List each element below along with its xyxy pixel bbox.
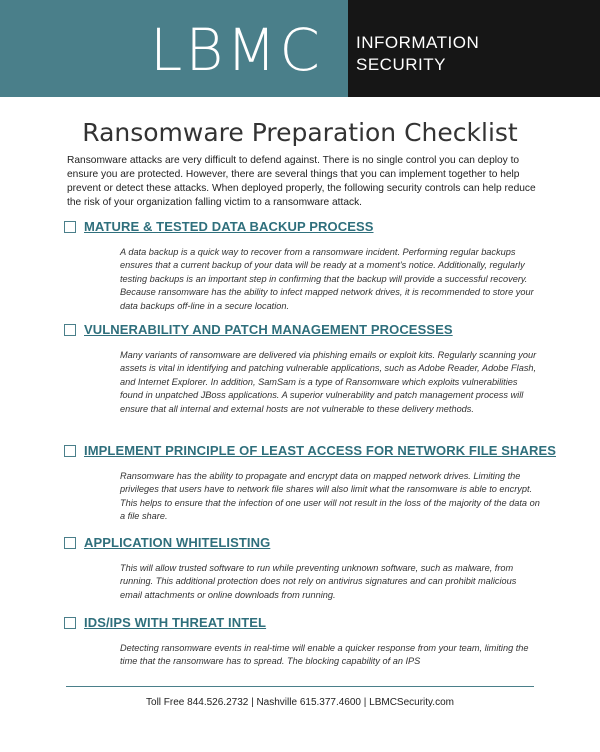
section-heading: VULNERABILITY AND PATCH MANAGEMENT PROCESSES [84,322,453,337]
section-body: Detecting ransomware events in real-time will enable a quicker response from your team, limiting the time that the ransomware has to spread. The blocking capability of an IPS [120,643,529,667]
checkbox-vulnerability-patch[interactable] [64,324,76,336]
lbmc-logo: LBMC [150,16,323,84]
section-heading: MATURE & TESTED DATA BACKUP PROCESS [84,219,374,234]
footer-divider [66,686,534,687]
section-body: Ransomware has the ability to propagate and encrypt data on mapped network drives. Limiting the privileges that users have to network file shares will also limit what the ransomware is able to encrypt. This helps to ensure that the infection of one user will not result in the loss of the majority of the data on a file share. [120,471,540,522]
section-heading: APPLICATION WHITELISTING [84,535,271,550]
information-security-tagline [356,32,479,76]
page-title: Ransomware Preparation Checklist [82,118,518,147]
checkbox-app-whitelisting[interactable] [64,537,76,549]
section-body: A data backup is a quick way to recover from a ransomware incident. Performing regular backups ensures that a current backup of your data will be ready at a moment's notice. Additionally, regularly testing backups is an important step in confirming that the backup will provide a successful recovery. Because ransomware has the ability to infect mapped network drives, it is recommended to store your data backups off-line in a secure location. [120,247,534,311]
section-heading: IDS/IPS WITH THREAT INTEL [84,615,267,630]
footer-contact: Toll Free 844.526.2732 | Nashville 615.377.4600 | LBMCSecurity.com [146,697,454,708]
checkbox-data-backup[interactable] [64,221,76,233]
section-body: This will allow trusted software to run while preventing unknown software, such as malware, from running. This additional protection does not rely on antivirus signatures and can prohibit malicious email attachments or online downloads from running. [120,563,517,600]
intro-paragraph: Ransomware attacks are very difficult to defend against. There is no single control you can deploy to ensure you are protected. However, there are several things that you can implement together to help prevent or detect these attacks. When deployed properly, the following security controls can help reduce the risk of your organization falling victim to a ransomware attack. [67,155,536,208]
section-body: Many variants of ransomware are delivered via phishing emails or exploit kits. Regularly scanning your assets is vital in identifying and patching vulnerable applications, such as Adobe Reader, Adobe Flash, and Internet Explorer. In addition, SamSam is a type of Ransomware which exploits vulnerabilities found in unpatched JBoss applications. A superior vulnerability and patch management process will ensure that all internal and external hosts are not vulnerable to these delivery methods. [120,350,537,414]
header-banner [0,0,600,97]
header-teal-panel [0,0,348,97]
tagline-line-1: INFORMATION [356,33,480,52]
tagline-line-2: SECURITY [356,55,446,74]
checkbox-least-access[interactable] [64,445,76,457]
section-heading: IMPLEMENT PRINCIPLE OF LEAST ACCESS FOR NETWORK FILE SHARES [84,443,556,458]
checkbox-ids-ips[interactable] [64,617,76,629]
